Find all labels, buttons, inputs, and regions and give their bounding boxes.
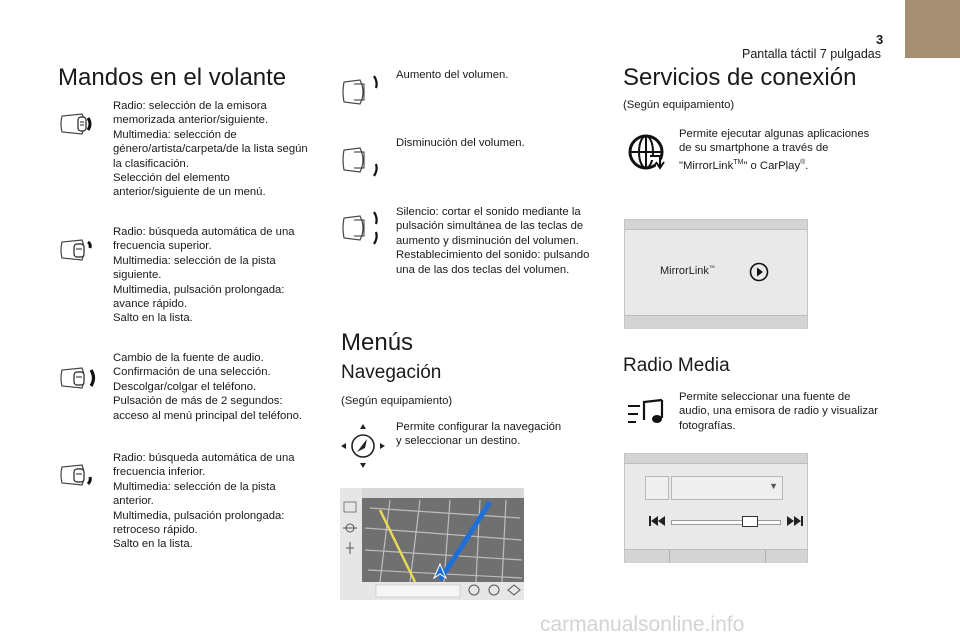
section-title-connected-services: Servicios de conexión bbox=[623, 64, 857, 91]
cover-art-box[interactable] bbox=[645, 476, 669, 500]
dropdown-triangle-icon: ▼ bbox=[769, 481, 778, 491]
mute-description: Silencio: cortar el sonido mediante la pulsación simultánea de las teclas de aumento y disminución del volumen. Restablecimiento del sonido: pulsando una de las dos teclas del volumen. bbox=[396, 206, 590, 276]
steering-control-source-description: Cambio de la fuente de audio. Confirmación de una selección. Descolgar/colgar el teléfono. Pulsación de más de 2 segundos: acceso al menú principal del teléfono. bbox=[113, 352, 303, 422]
connected-services-text-1: Permite ejecutar algunas aplicaciones de su smartphone a través de "MirrorLink bbox=[679, 128, 870, 172]
registered-symbol: ® bbox=[800, 158, 806, 166]
connected-services-text-2: " o CarPlay bbox=[743, 159, 801, 172]
progress-thumb[interactable] bbox=[742, 516, 758, 527]
trademark-symbol: TM bbox=[733, 158, 744, 166]
navigation-availability-note: (Según equipamiento) bbox=[341, 395, 453, 407]
navigation-description: Permite configurar la navegación y seleccionar un destino. bbox=[396, 421, 562, 448]
connected-services-description bbox=[679, 127, 879, 173]
steering-control-next-icon bbox=[58, 236, 102, 264]
header-title: Pantalla táctil 7 pulgadas bbox=[742, 47, 881, 61]
steering-control-up-icon bbox=[58, 110, 102, 138]
connected-services-availability-note: (Según equipamiento) bbox=[623, 99, 735, 111]
screen-top-bar bbox=[625, 220, 807, 230]
section-title-radio-media: Radio Media bbox=[623, 355, 730, 376]
steering-control-next-description: Radio: búsqueda automática de una frecuencia superior. Multimedia: selección de la pista siguiente. Multimedia, pulsación prolongada: avance rápido. Salto en la lista. bbox=[113, 226, 295, 325]
volume-up-description: Aumento del volumen. bbox=[396, 69, 509, 81]
steering-control-previous-description: Radio: búsqueda automática de una frecuencia inferior. Multimedia: selección de la pista anterior. Multimedia, pulsación prolongada: retroceso rápido. Salto en la lista. bbox=[113, 452, 295, 551]
screen-top-bar bbox=[625, 454, 807, 464]
mirrorlink-screen bbox=[624, 219, 808, 329]
mirrorlink-logo[interactable]: MirrorLink™ bbox=[660, 265, 715, 277]
steering-control-previous-icon bbox=[58, 461, 102, 489]
navigation-map-screen bbox=[340, 488, 524, 600]
radio-media-screen bbox=[624, 453, 808, 563]
radio-media-description: Permite seleccionar una fuente de audio, una emisora de radio y visualizar fotografías. bbox=[679, 391, 879, 432]
music-note-icon bbox=[626, 398, 666, 428]
skip-previous-icon[interactable] bbox=[649, 516, 665, 526]
connected-services-icon bbox=[626, 132, 666, 172]
mute-icon bbox=[340, 208, 380, 248]
volume-down-description: Disminución del volumen. bbox=[396, 137, 525, 149]
volume-down-icon bbox=[340, 140, 380, 180]
section-title-menus: Menús bbox=[341, 329, 414, 356]
screen-bottom-bar bbox=[625, 315, 807, 329]
progress-track[interactable] bbox=[671, 520, 781, 525]
watermark: carmanualsonline.info bbox=[540, 613, 745, 636]
page-number: 3 bbox=[876, 32, 884, 47]
section-title-navigation: Navegación bbox=[341, 362, 442, 383]
connected-services-text-3: . bbox=[805, 159, 809, 172]
screen-bottom-bar bbox=[625, 549, 807, 563]
section-title-steering-controls: Mandos en el volante bbox=[58, 64, 287, 91]
source-select[interactable] bbox=[671, 476, 783, 500]
page-tab bbox=[905, 0, 960, 58]
skip-next-icon[interactable] bbox=[787, 516, 803, 526]
play-icon[interactable] bbox=[749, 262, 769, 282]
navigation-arrows-icon bbox=[339, 422, 387, 470]
steering-control-up-description: Radio: selección de la emisora memorizada anterior/siguiente. Multimedia: selección de género/artista/carpeta/de la lista según la clasificación. Selección del elemento anterior/siguiente de un menú. bbox=[113, 100, 308, 199]
volume-up-icon bbox=[340, 72, 380, 112]
steering-control-source-icon bbox=[58, 364, 102, 392]
